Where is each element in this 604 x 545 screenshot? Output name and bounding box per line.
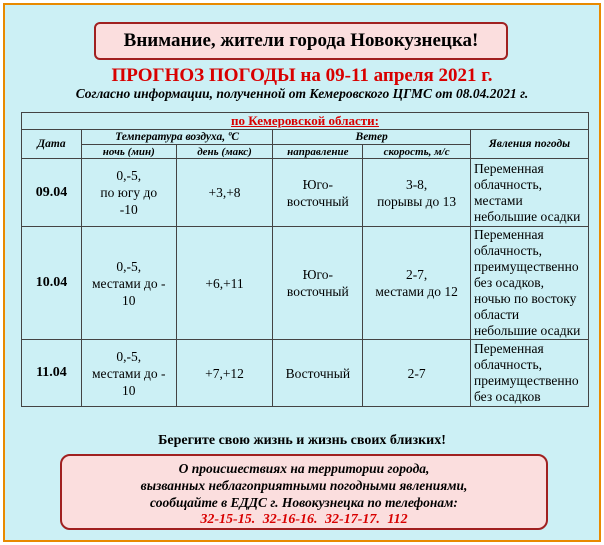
row-night-temp: 0,-5, по югу до -10 bbox=[81, 159, 176, 227]
row-wind-speed: 2-7 bbox=[363, 340, 471, 407]
row-night-temp: 0,-5, местами до - 10 bbox=[81, 340, 176, 407]
header-direction: направление bbox=[273, 145, 363, 159]
row-phenomena: Переменная облачность, преимущественно без осадков, ночью по востоку области небольшие осадки bbox=[470, 227, 588, 340]
phone-numbers: 32-15-15. 32-16-16. 32-17-17. 112 bbox=[200, 512, 408, 527]
row-phenomena: Переменная облачность, преимущественно без осадков bbox=[470, 340, 588, 407]
contact-line: сообщайте в ЕДДС г. Новокузнецка по телефонам: bbox=[150, 495, 458, 510]
row-day-temp: +3,+8 bbox=[176, 159, 273, 227]
row-date: 09.04 bbox=[22, 159, 82, 227]
header-speed: скорость, м/с bbox=[363, 145, 471, 159]
header-date: Дата bbox=[22, 130, 82, 159]
forecast-title: ПРОГНОЗ ПОГОДЫ на 09-11 апреля 2021 г. bbox=[111, 65, 493, 86]
row-wind-direction: Восточный bbox=[273, 340, 363, 407]
row-day-temp: +7,+12 bbox=[176, 340, 273, 407]
contact-line: О происшествиях на территории города, bbox=[178, 461, 430, 476]
row-date: 11.04 bbox=[22, 340, 82, 407]
row-phenomena: Переменная облачность, местами небольшие осадки bbox=[470, 159, 588, 227]
table-row bbox=[22, 159, 589, 227]
region-label: по Кемеровской области: bbox=[22, 113, 589, 130]
header-day: день (макс) bbox=[176, 145, 273, 159]
row-wind-speed: 2-7, местами до 12 bbox=[363, 227, 471, 340]
warning-text: Берегите свою жизнь и жизнь своих близких! bbox=[158, 433, 446, 448]
poster-frame bbox=[3, 3, 601, 542]
attention-banner: Внимание, жители города Новокузнецка! bbox=[94, 22, 508, 60]
row-day-temp: +6,+11 bbox=[176, 227, 273, 340]
header-temperature: Температура воздуха, ºС bbox=[81, 130, 273, 145]
header-night: ночь (мин) bbox=[81, 145, 176, 159]
row-wind-speed: 3-8, порывы до 13 bbox=[363, 159, 471, 227]
header-phenomena: Явления погоды bbox=[470, 130, 588, 159]
row-wind-direction: Юго- восточный bbox=[273, 159, 363, 227]
forecast-source: Согласно информации, полученной от Кемеровского ЦГМС от 08.04.2021 г. bbox=[75, 86, 529, 101]
header-wind: Ветер bbox=[273, 130, 471, 145]
table-row bbox=[22, 340, 589, 407]
table-row bbox=[22, 227, 589, 340]
contact-line: вызванных неблагоприятными погодными явлениями, bbox=[140, 478, 468, 493]
row-date: 10.04 bbox=[22, 227, 82, 340]
contact-box bbox=[60, 454, 548, 530]
forecast-table bbox=[21, 112, 589, 407]
row-night-temp: 0,-5, местами до - 10 bbox=[81, 227, 176, 340]
row-wind-direction: Юго- восточный bbox=[273, 227, 363, 340]
